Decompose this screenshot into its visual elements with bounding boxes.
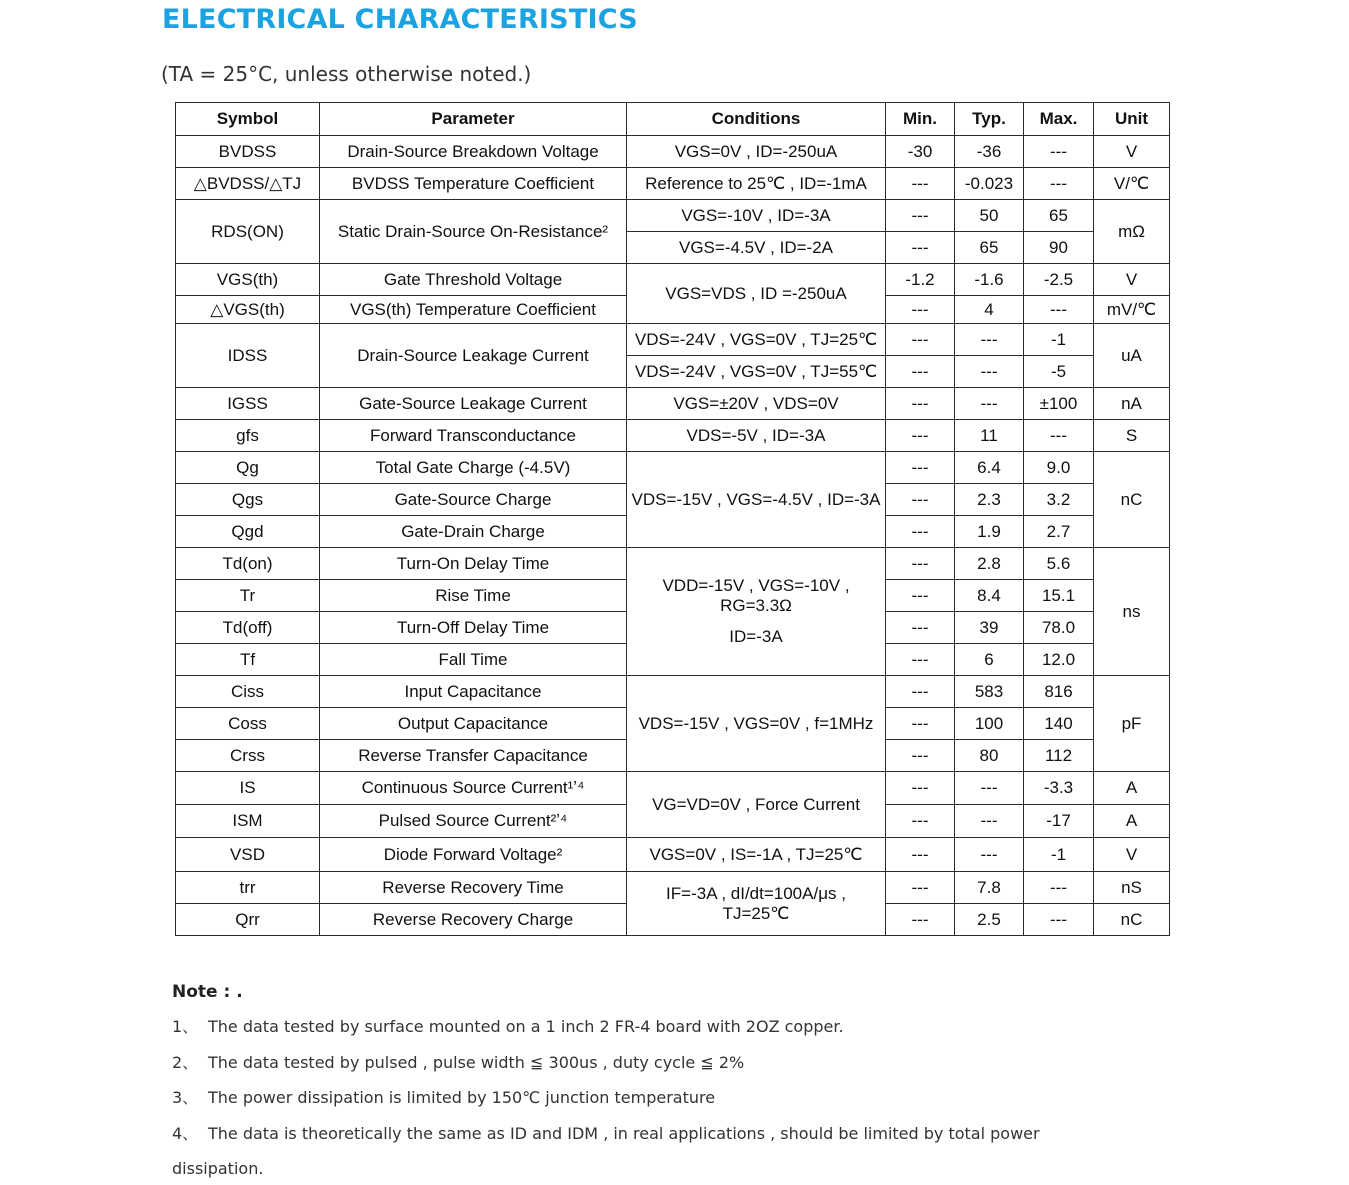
page-title: ELECTRICAL CHARACTERISTICS xyxy=(162,4,638,35)
cell-min: --- xyxy=(886,904,955,936)
cell-parameter: Rise Time xyxy=(320,580,627,612)
cell-symbol: ISM xyxy=(176,805,320,838)
cell-max: 3.2 xyxy=(1024,484,1094,516)
cell-typ: 7.8 xyxy=(955,872,1024,904)
header-symbol: Symbol xyxy=(176,103,320,136)
cell-typ: --- xyxy=(955,838,1024,872)
table-row xyxy=(176,136,1170,168)
cell-typ: --- xyxy=(955,772,1024,805)
notes-heading: Note : . xyxy=(172,982,243,1002)
cell-unit: nC xyxy=(1094,452,1170,548)
note-text: The data tested by surface mounted on a 1 inch 2 FR-4 board with 2OZ copper. xyxy=(208,1017,844,1036)
cell-conditions: VDS=-24V , VGS=0V , TJ=55℃ xyxy=(627,356,886,388)
cell-min: --- xyxy=(886,452,955,484)
cell-unit: nC xyxy=(1094,904,1170,936)
cell-parameter: Forward Transconductance xyxy=(320,420,627,452)
cell-unit: A xyxy=(1094,805,1170,838)
condition-line: VDD=-15V , VGS=-10V , xyxy=(662,576,850,595)
cell-min: --- xyxy=(886,740,955,772)
cell-unit: nS xyxy=(1094,872,1170,904)
cell-symbol: BVDSS xyxy=(176,136,320,168)
cell-min: --- xyxy=(886,232,955,264)
cell-unit: ns xyxy=(1094,548,1170,676)
note-number: 2、 xyxy=(172,1052,199,1072)
header-parameter: Parameter xyxy=(320,103,627,136)
cell-max: -17 xyxy=(1024,805,1094,838)
cell-max: -2.5 xyxy=(1024,264,1094,296)
note-item xyxy=(172,1052,1172,1088)
cell-max: 78.0 xyxy=(1024,612,1094,644)
cell-min: --- xyxy=(886,548,955,580)
cell-conditions: VGS=0V , IS=-1A , TJ=25℃ xyxy=(627,838,886,872)
conditions-subtitle: (TA = 25°C, unless otherwise noted.) xyxy=(161,62,532,86)
cell-max: 15.1 xyxy=(1024,580,1094,612)
table-row xyxy=(176,452,1170,484)
cell-min: -30 xyxy=(886,136,955,168)
cell-conditions: VDS=-15V , VGS=-4.5V , ID=-3A xyxy=(627,452,886,548)
cell-conditions: VDS=-5V , ID=-3A xyxy=(627,420,886,452)
cell-symbol: Tr xyxy=(176,580,320,612)
cell-parameter: Static Drain-Source On-Resistance² xyxy=(320,200,627,264)
header-conditions: Conditions xyxy=(627,103,886,136)
cell-max: 5.6 xyxy=(1024,548,1094,580)
cell-parameter: Reverse Recovery Time xyxy=(320,872,627,904)
cell-parameter: Diode Forward Voltage² xyxy=(320,838,627,872)
cell-typ: 2.8 xyxy=(955,548,1024,580)
cell-symbol: gfs xyxy=(176,420,320,452)
cell-parameter: Turn-On Delay Time xyxy=(320,548,627,580)
cell-symbol: △VGS(th) xyxy=(176,296,320,324)
cell-max: --- xyxy=(1024,904,1094,936)
note-text: The power dissipation is limited by 150℃ junction temperature xyxy=(208,1088,716,1107)
cell-parameter: VGS(th) Temperature Coefficient xyxy=(320,296,627,324)
cell-min: --- xyxy=(886,356,955,388)
cell-conditions: VGS=-4.5V , ID=-2A xyxy=(627,232,886,264)
cell-max: 112 xyxy=(1024,740,1094,772)
cell-parameter: Gate-Drain Charge xyxy=(320,516,627,548)
table-row xyxy=(176,200,1170,232)
cell-max: ±100 xyxy=(1024,388,1094,420)
cell-symbol: Coss xyxy=(176,708,320,740)
cell-unit: V/℃ xyxy=(1094,168,1170,200)
cell-symbol: RDS(ON) xyxy=(176,200,320,264)
header-max: Max. xyxy=(1024,103,1094,136)
cell-typ: -1.6 xyxy=(955,264,1024,296)
condition-line: RG=3.3Ω xyxy=(720,596,792,615)
table-row xyxy=(176,324,1170,356)
cell-min: --- xyxy=(886,484,955,516)
cell-conditions xyxy=(627,548,886,676)
cell-min: --- xyxy=(886,838,955,872)
cell-typ: 2.5 xyxy=(955,904,1024,936)
cell-parameter: Reverse Recovery Charge xyxy=(320,904,627,936)
cell-symbol: IGSS xyxy=(176,388,320,420)
cell-min: --- xyxy=(886,708,955,740)
note-number: 3、 xyxy=(172,1088,199,1107)
cell-symbol: IS xyxy=(176,772,320,805)
cell-parameter: Gate-Source Charge xyxy=(320,484,627,516)
cell-symbol: Qrr xyxy=(176,904,320,936)
cell-parameter: Turn-Off Delay Time xyxy=(320,612,627,644)
cell-unit: V xyxy=(1094,838,1170,872)
cell-unit: V xyxy=(1094,136,1170,168)
cell-conditions: VGS=-10V , ID=-3A xyxy=(627,200,886,232)
cell-max: --- xyxy=(1024,136,1094,168)
cell-min: --- xyxy=(886,388,955,420)
cell-max: -1 xyxy=(1024,324,1094,356)
cell-symbol: trr xyxy=(176,872,320,904)
cell-typ: 1.9 xyxy=(955,516,1024,548)
cell-max: 2.7 xyxy=(1024,516,1094,548)
cell-parameter: Output Capacitance xyxy=(320,708,627,740)
cell-min: --- xyxy=(886,644,955,676)
cell-symbol: △BVDSS/△TJ xyxy=(176,168,320,200)
cell-unit: uA xyxy=(1094,324,1170,388)
note-number: 1、 xyxy=(172,1017,199,1036)
cell-parameter: Continuous Source Current¹ʼ⁴ xyxy=(320,772,627,805)
cell-conditions xyxy=(627,872,886,936)
cell-max: -3.3 xyxy=(1024,772,1094,805)
cell-min: --- xyxy=(886,805,955,838)
cell-max: --- xyxy=(1024,420,1094,452)
note-text: The data tested by pulsed , pulse width ≦ 300us , duty cycle ≦ 2% xyxy=(208,1052,745,1072)
cell-parameter: Gate-Source Leakage Current xyxy=(320,388,627,420)
header-typ: Typ. xyxy=(955,103,1024,136)
cell-typ: -0.023 xyxy=(955,168,1024,200)
cell-typ: 65 xyxy=(955,232,1024,264)
cell-parameter: Total Gate Charge (-4.5V) xyxy=(320,452,627,484)
cell-max: --- xyxy=(1024,872,1094,904)
note-text: The data is theoretically the same as ID and IDM , in real applications , should be limited by total power xyxy=(208,1123,1040,1143)
cell-typ: --- xyxy=(955,356,1024,388)
cell-conditions: VGS=0V , ID=-250uA xyxy=(627,136,886,168)
cell-typ: -36 xyxy=(955,136,1024,168)
cell-typ: 8.4 xyxy=(955,580,1024,612)
cell-typ: 80 xyxy=(955,740,1024,772)
cell-typ: 39 xyxy=(955,612,1024,644)
note-item xyxy=(172,1123,1172,1159)
cell-unit: nA xyxy=(1094,388,1170,420)
cell-min: --- xyxy=(886,676,955,708)
table-row xyxy=(176,420,1170,452)
note-item xyxy=(172,1016,1172,1052)
cell-typ: 100 xyxy=(955,708,1024,740)
table-header-row xyxy=(176,103,1170,136)
cell-symbol: Qg xyxy=(176,452,320,484)
cell-max: 9.0 xyxy=(1024,452,1094,484)
cell-typ: --- xyxy=(955,324,1024,356)
cell-conditions: VDS=-15V , VGS=0V , f=1MHz xyxy=(627,676,886,772)
cell-conditions: Reference to 25℃ , ID=-1mA xyxy=(627,168,886,200)
cell-symbol: IDSS xyxy=(176,324,320,388)
cell-min: --- xyxy=(886,200,955,232)
cell-symbol: Ciss xyxy=(176,676,320,708)
cell-typ: 50 xyxy=(955,200,1024,232)
note-number: 4、 xyxy=(172,1123,199,1143)
header-unit: Unit xyxy=(1094,103,1170,136)
cell-symbol: Tf xyxy=(176,644,320,676)
cell-parameter: Gate Threshold Voltage xyxy=(320,264,627,296)
cell-min: --- xyxy=(886,772,955,805)
cell-min: --- xyxy=(886,580,955,612)
cell-min: --- xyxy=(886,296,955,324)
cell-typ: 6.4 xyxy=(955,452,1024,484)
cell-typ: 4 xyxy=(955,296,1024,324)
cell-max: -1 xyxy=(1024,838,1094,872)
cell-conditions: VDS=-24V , VGS=0V , TJ=25℃ xyxy=(627,324,886,356)
cell-unit: A xyxy=(1094,772,1170,805)
condition-line: IF=-3A , dI/dt=100A/μs , xyxy=(666,883,846,903)
cell-symbol: Crss xyxy=(176,740,320,772)
cell-typ: --- xyxy=(955,805,1024,838)
cell-max: 65 xyxy=(1024,200,1094,232)
cell-unit: pF xyxy=(1094,676,1170,772)
cell-symbol: VSD xyxy=(176,838,320,872)
condition-line: ID=-3A xyxy=(729,627,783,646)
cell-min: --- xyxy=(886,516,955,548)
cell-typ: 6 xyxy=(955,644,1024,676)
note-continuation: dissipation. xyxy=(172,1159,264,1178)
cell-min: --- xyxy=(886,168,955,200)
cell-symbol: Td(on) xyxy=(176,548,320,580)
cell-parameter: Drain-Source Breakdown Voltage xyxy=(320,136,627,168)
cell-typ: 583 xyxy=(955,676,1024,708)
cell-max: --- xyxy=(1024,168,1094,200)
cell-min: -1.2 xyxy=(886,264,955,296)
table-row xyxy=(176,388,1170,420)
cell-symbol: Td(off) xyxy=(176,612,320,644)
cell-unit: mV/℃ xyxy=(1094,296,1170,324)
cell-max: -5 xyxy=(1024,356,1094,388)
table-row xyxy=(176,772,1170,805)
cell-unit: V xyxy=(1094,264,1170,296)
cell-max: 12.0 xyxy=(1024,644,1094,676)
cell-symbol: Qgd xyxy=(176,516,320,548)
cell-typ: --- xyxy=(955,388,1024,420)
cell-min: --- xyxy=(886,872,955,904)
header-min: Min. xyxy=(886,103,955,136)
note-item xyxy=(172,1087,1172,1123)
cell-min: --- xyxy=(886,324,955,356)
cell-unit: S xyxy=(1094,420,1170,452)
electrical-characteristics-table xyxy=(175,102,1170,936)
cell-conditions: VGS=VDS , ID =-250uA xyxy=(627,264,886,324)
cell-parameter: Pulsed Source Current²ʼ⁴ xyxy=(320,805,627,838)
cell-parameter: Reverse Transfer Capacitance xyxy=(320,740,627,772)
cell-unit: mΩ xyxy=(1094,200,1170,264)
notes-section xyxy=(172,982,1172,1180)
table-row xyxy=(176,264,1170,296)
table-row xyxy=(176,838,1170,872)
cell-symbol: Qgs xyxy=(176,484,320,516)
cell-max: 816 xyxy=(1024,676,1094,708)
condition-line: TJ=25℃ xyxy=(722,903,790,923)
cell-min: --- xyxy=(886,420,955,452)
cell-parameter: Input Capacitance xyxy=(320,676,627,708)
table-row xyxy=(176,168,1170,200)
cell-symbol: VGS(th) xyxy=(176,264,320,296)
table-row xyxy=(176,676,1170,708)
cell-typ: 2.3 xyxy=(955,484,1024,516)
cell-max: --- xyxy=(1024,296,1094,324)
cell-max: 90 xyxy=(1024,232,1094,264)
cell-conditions: VG=VD=0V , Force Current xyxy=(627,772,886,838)
cell-conditions: VGS=±20V , VDS=0V xyxy=(627,388,886,420)
cell-max: 140 xyxy=(1024,708,1094,740)
cell-parameter: Drain-Source Leakage Current xyxy=(320,324,627,388)
table-row xyxy=(176,872,1170,904)
cell-parameter: Fall Time xyxy=(320,644,627,676)
cell-parameter: BVDSS Temperature Coefficient xyxy=(320,168,627,200)
table-row xyxy=(176,548,1170,580)
cell-min: --- xyxy=(886,612,955,644)
cell-typ: 11 xyxy=(955,420,1024,452)
